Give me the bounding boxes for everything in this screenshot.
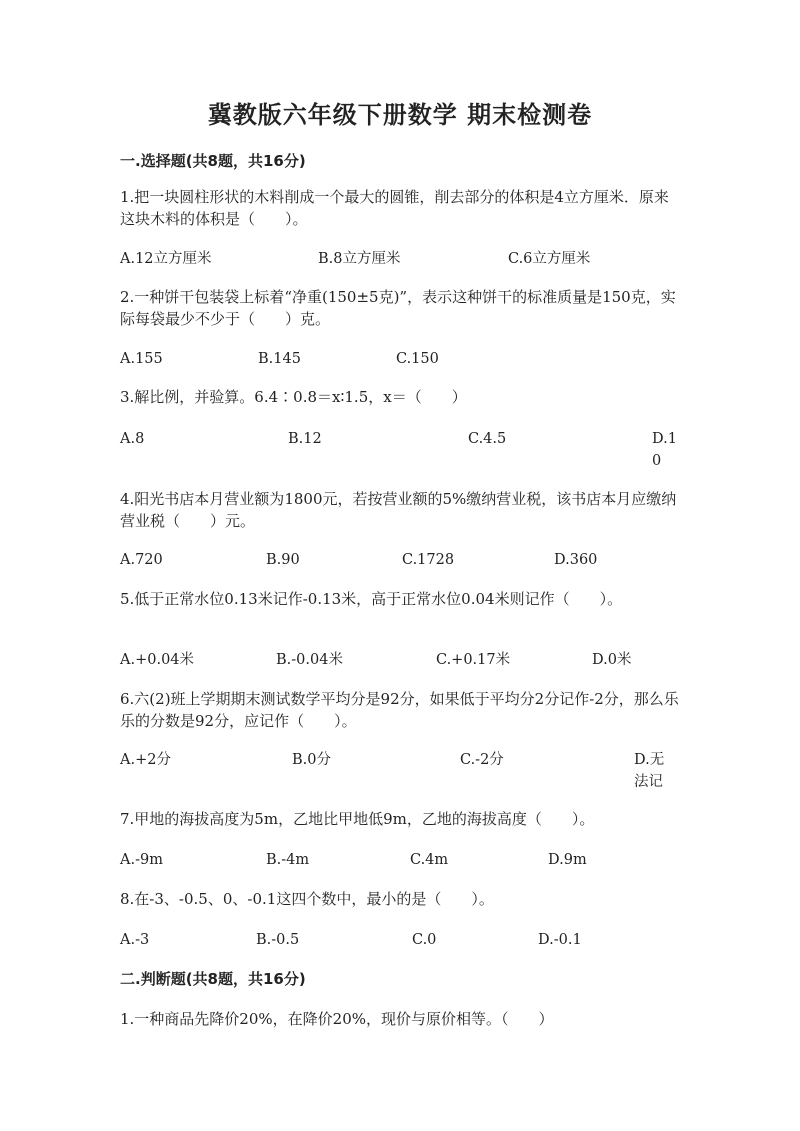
question-8: 8.在-3、-0.5、0、-0.1这四个数中，最小的是（ ）。 xyxy=(120,890,494,908)
option-c[interactable]: C.+0.17米 xyxy=(436,652,511,668)
option-c[interactable]: C.4m xyxy=(410,852,449,868)
options-q8 xyxy=(120,929,690,973)
option-a[interactable]: A.720 xyxy=(120,552,163,568)
option-d[interactable]: D.无法记 xyxy=(634,752,665,790)
option-a[interactable]: A.155 xyxy=(120,351,163,367)
option-c[interactable]: C.6立方厘米 xyxy=(508,251,591,267)
section-heading-judge: 二.判断题(共8题，共16分) xyxy=(120,970,306,988)
question-4: 4.阳光书店本月营业额为1800元，若按营业额的5%缴纳营业税，该书店本月应缴纳营业税（ ）元。 xyxy=(120,490,677,530)
judge-question-1: 1.一种商品先降价20%，在降价20%，现价与原价相等。（ ） xyxy=(120,1010,554,1028)
options-q4 xyxy=(120,549,690,593)
question-1: 1.把一块圆柱形状的木料削成一个最大的圆锥，削去部分的体积是4立方厘米．原来这块木料的体积是（ ）。 xyxy=(120,188,669,228)
option-a[interactable]: A.8 xyxy=(120,431,145,447)
option-b[interactable]: B.145 xyxy=(258,351,301,367)
question-5: 5.低于正常水位0.13米记作-0.13米，高于正常水位0.04米则记作（ ）。 xyxy=(120,590,623,608)
option-d[interactable]: D.9m xyxy=(548,852,587,868)
option-b[interactable]: B.-0.04米 xyxy=(276,652,343,668)
option-b[interactable]: B.-0.5 xyxy=(256,932,300,948)
question-2: 2.一种饼干包装袋上标着“净重(150±5克)”，表示这种饼干的标准质量是150克，实际每袋最少不少于（ ）克。 xyxy=(120,288,676,328)
options-q6 xyxy=(120,749,690,793)
question-3: 3.解比例，并验算。6.4∶0.8＝x∶1.5，x＝（ ） xyxy=(120,388,467,406)
option-b[interactable]: B.8立方厘米 xyxy=(318,251,401,267)
option-d[interactable]: D.360 xyxy=(554,552,598,568)
option-c[interactable]: C.1728 xyxy=(402,552,455,568)
option-a[interactable]: A.+0.04米 xyxy=(120,652,195,668)
option-c[interactable]: C.-2分 xyxy=(460,752,504,768)
options-q3 xyxy=(120,428,690,472)
option-a[interactable]: A.12立方厘米 xyxy=(120,251,212,267)
option-b[interactable]: B.0分 xyxy=(292,752,331,768)
option-b[interactable]: B.90 xyxy=(266,552,300,568)
option-d[interactable]: D.10 xyxy=(652,431,677,469)
option-c[interactable]: C.0 xyxy=(412,932,437,948)
option-b[interactable]: B.12 xyxy=(288,431,322,447)
option-d[interactable]: D.0米 xyxy=(592,652,632,668)
option-d[interactable]: D.-0.1 xyxy=(538,932,582,948)
option-c[interactable]: C.4.5 xyxy=(468,431,507,447)
options-q7 xyxy=(120,849,690,893)
question-6: 6.六(2)班上学期期末测试数学平均分是92分，如果低于平均分2分记作-2分，那么乐乐的分数是92分，应记作（ ）。 xyxy=(120,690,679,730)
section-heading-choice: 一.选择题(共8题，共16分) xyxy=(120,152,306,170)
option-a[interactable]: A.+2分 xyxy=(120,752,171,768)
page-title: 冀教版六年级下册数学 期末检测卷 xyxy=(207,101,593,129)
option-a[interactable]: A.-9m xyxy=(120,852,163,868)
options-q5 xyxy=(120,649,690,693)
option-b[interactable]: B.-4m xyxy=(266,852,310,868)
option-c[interactable]: C.150 xyxy=(396,351,439,367)
option-a[interactable]: A.-3 xyxy=(120,932,150,948)
question-7: 7.甲地的海拔高度为5m，乙地比甲地低9m，乙地的海拔高度（ ）。 xyxy=(120,810,595,828)
